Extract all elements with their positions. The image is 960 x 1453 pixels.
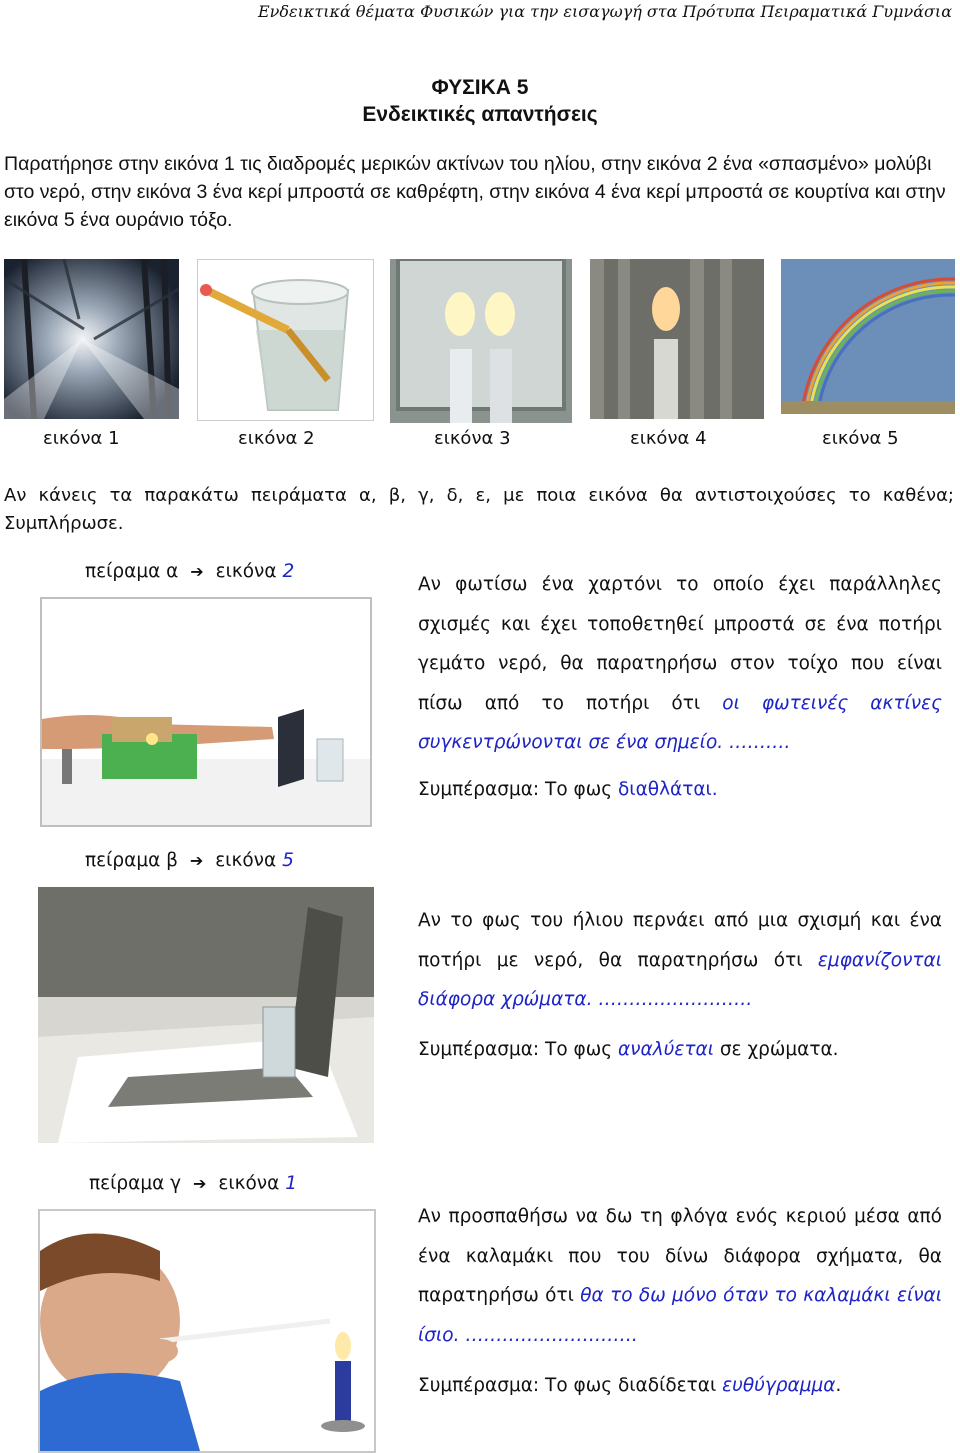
conclusion-answer: διαθλάται. [617, 779, 718, 800]
experiment-label-text: πείραμα γ [89, 1173, 182, 1194]
caption-5: εικόνα 5 [822, 428, 899, 449]
conclusion-answer: ευθύγραμμα [722, 1375, 836, 1396]
experiment-a-text [418, 565, 942, 763]
photo-rainbow [781, 259, 955, 414]
conclusion-prefix: Συμπέρασμα: Το φως [418, 779, 618, 800]
caption-1: εικόνα 1 [43, 428, 120, 449]
experiment-b-fill: εμφανίζονται διάφορα χρώματα. ……………………. [418, 949, 942, 1010]
page-title: ΦΥΣΙΚΑ 5 [431, 76, 529, 99]
intro-paragraph: Παρατήρησε στην εικόνα 1 τις διαδρομές μερικών ακτίνων του ηλίου, στην εικόνα 2 ένα «σπασμένο» μολύβι στο νερό, στην εικόνα 3 ένα κερί μπροστά σε καθρέφτη, στην εικόνα 4 ένα κερί μπροστά σε κουρτίνα και στην εικόνα 5 ένα ουράνιο τόξο. [4, 153, 946, 231]
caption-4: εικόνα 4 [630, 428, 707, 449]
conclusion-prefix: Συμπέρασμα: Το φως διαδίδεται [418, 1375, 723, 1396]
arrow-right-icon: ➔ [193, 1174, 207, 1193]
experiment-b-label [85, 850, 294, 871]
experiment-a-label [85, 561, 294, 582]
photo-candle-curtain [590, 259, 764, 419]
experiment-c-fill: θα το δω μόνο όταν το καλαμάκι είναι ίσιο. ………………………. [418, 1285, 943, 1346]
experiment-a-body: Αν φωτίσω ένα χαρτόνι το οποίο έχει παράλληλες σχισμές και έχει τοποθετηθεί μπροστά σε ένα ποτήρι γεμάτο νερό, θα παρατηρήσω στον τοίχο που είναι πίσω από το ποτήρι ότι [418, 574, 942, 714]
experiment-b-text [418, 901, 942, 1020]
image-word: εικόνα [215, 850, 277, 871]
experiment-a-conclusion [418, 779, 948, 800]
experiment-a-fill: οι φωτεινές ακτίνες συγκεντρώνονται σε ένα σημείο. ………. [418, 692, 942, 753]
photo-experiment-a [40, 597, 372, 827]
conclusion-suffix: σε χρώματα. [713, 1039, 839, 1060]
photo-sunrays-forest [4, 259, 179, 419]
photo-candle-mirror [390, 259, 572, 423]
conclusion-suffix: . [835, 1375, 842, 1396]
experiment-b-answer: 5 [282, 850, 294, 871]
experiment-label-text: πείραμα β [85, 850, 178, 871]
caption-3: εικόνα 3 [434, 428, 511, 449]
photo-experiment-b [38, 887, 374, 1143]
page-header: Ενδεικτικά θέματα Φυσικών για την εισαγωγή στα Πρότυπα Πειραματικά Γυμνάσια [258, 2, 952, 21]
experiment-b-conclusion [418, 1039, 948, 1060]
arrow-right-icon: ➔ [190, 562, 204, 581]
experiment-c-answer: 1 [285, 1173, 298, 1194]
experiment-b-body: Αν το φως του ήλιου περνάει από μια σχισμή και ένα ποτήρι με νερό, θα παρατηρήσω ότι [418, 910, 942, 971]
experiment-a-answer: 2 [282, 561, 295, 582]
experiment-c-body: Αν προσπαθήσω να δω τη φλόγα ενός κεριού μέσα από ένα καλαμάκι που του δίνω διάφορα σχήματα, θα παρατηρήσω ότι [418, 1206, 942, 1306]
conclusion-answer: αναλύεται [617, 1039, 714, 1060]
page-subtitle: Ενδεικτικές απαντήσεις [362, 103, 598, 126]
experiment-label-text: πείραμα α [85, 561, 179, 582]
conclusion-prefix: Συμπέρασμα: Το φως [418, 1039, 618, 1060]
image-word: εικόνα [218, 1173, 280, 1194]
photo-experiment-c [38, 1209, 376, 1453]
arrow-right-icon: ➔ [189, 851, 204, 870]
experiment-c-label [89, 1173, 297, 1194]
experiment-c-text [418, 1197, 942, 1355]
experiment-c-conclusion [418, 1375, 948, 1396]
image-word: εικόνα [215, 561, 277, 582]
caption-2: εικόνα 2 [238, 428, 315, 449]
question-paragraph: Αν κάνεις τα παρακάτω πειράματα α, β, γ, δ, ε, με ποια εικόνα θα αντιστοιχούσες το καθένα; Συμπλήρωσε. [4, 485, 954, 534]
photo-pencil-in-water [197, 259, 374, 421]
